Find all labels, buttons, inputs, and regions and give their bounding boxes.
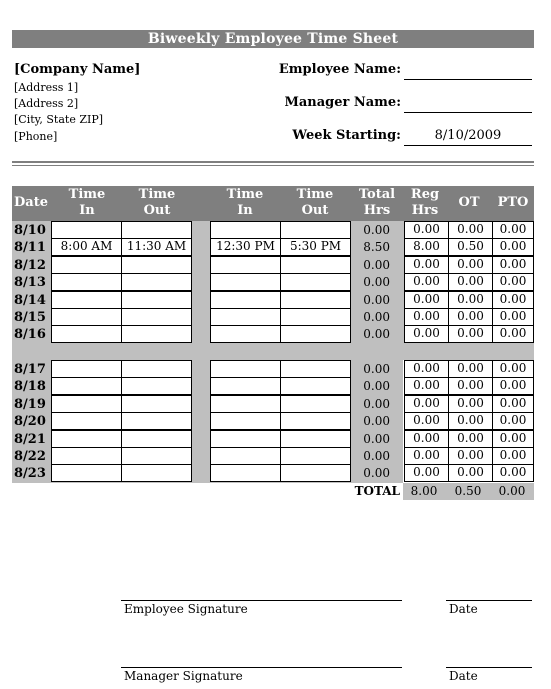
time-cell-out1[interactable] — [121, 412, 192, 430]
row-date: 8/10 — [14, 223, 46, 238]
reg-cell: 0.00 — [404, 273, 449, 291]
reg-cell: 0.00 — [404, 430, 449, 448]
reg-cell: 0.00 — [404, 395, 449, 413]
reg-cell: 0.00 — [404, 308, 449, 326]
time-cell-in1[interactable] — [51, 360, 122, 378]
time-cell-in1[interactable] — [51, 430, 122, 448]
time-cell-in2[interactable] — [210, 273, 281, 291]
reg-cell: 0.00 — [404, 377, 449, 395]
company-address1: [Address 1] — [14, 81, 79, 94]
header-reg-hrs: Reg Hrs — [410, 187, 440, 218]
company-address2: [Address 2] — [14, 97, 79, 110]
reg-cell: 0.00 — [404, 412, 449, 430]
time-cell-in1[interactable] — [51, 377, 122, 395]
time-cell-in2[interactable] — [210, 395, 281, 413]
pto-cell: 0.00 — [492, 447, 534, 465]
row-date: 8/22 — [14, 449, 46, 464]
row-date: 8/12 — [14, 257, 46, 273]
manager-date-line[interactable] — [446, 667, 532, 668]
total-hrs-cell: 8.50 — [363, 240, 390, 255]
time-cell-in2[interactable] — [210, 291, 281, 309]
total-hrs-cell: 0.00 — [363, 257, 390, 272]
time-cell-out1[interactable] — [121, 395, 192, 413]
pto-cell: 0.00 — [492, 395, 534, 413]
separator-line — [12, 165, 534, 166]
row-date: 8/21 — [14, 431, 46, 447]
row-date: 8/11 — [14, 240, 46, 256]
time-cell-in1[interactable] — [51, 308, 122, 326]
week-starting-field[interactable]: 8/10/2009 — [404, 128, 532, 146]
ot-cell: 0.00 — [448, 273, 493, 291]
time-cell-out1[interactable] — [121, 430, 192, 448]
ot-cell: 0.00 — [448, 221, 493, 239]
time-cell-in2[interactable]: 12:30 PM — [210, 238, 281, 256]
time-cell-out1[interactable] — [121, 256, 192, 274]
pto-cell: 0.00 — [492, 464, 534, 482]
time-cell-out2[interactable] — [280, 464, 351, 482]
time-cell-out2[interactable] — [280, 221, 351, 239]
total-hrs-cell: 0.00 — [363, 379, 390, 394]
pto-cell: 0.00 — [492, 430, 534, 448]
reg-cell: 0.00 — [404, 291, 449, 309]
total-hrs-cell: 0.00 — [363, 362, 390, 376]
total-label: TOTAL — [354, 484, 400, 498]
time-cell-out1[interactable] — [121, 464, 192, 482]
employee-name-label: Employee Name: — [278, 62, 401, 77]
table-header — [12, 186, 534, 221]
time-cell-in2[interactable] — [210, 412, 281, 430]
time-cell-in2[interactable] — [210, 447, 281, 465]
time-cell-in1[interactable] — [51, 412, 122, 430]
pto-cell: 0.00 — [492, 308, 534, 326]
time-cell-out2[interactable]: 5:30 PM — [280, 238, 351, 256]
total-hrs-cell: 0.00 — [363, 327, 390, 342]
time-cell-in2[interactable] — [210, 308, 281, 326]
time-cell-in1[interactable] — [51, 273, 122, 291]
employee-date-line[interactable] — [446, 600, 532, 601]
time-cell-in2[interactable] — [210, 256, 281, 274]
time-cell-out2[interactable] — [280, 325, 351, 343]
pto-cell: 0.00 — [492, 325, 534, 343]
time-cell-out1[interactable] — [121, 360, 192, 378]
ot-cell: 0.00 — [448, 395, 493, 413]
time-cell-in1[interactable] — [51, 325, 122, 343]
row-date: 8/14 — [14, 292, 46, 308]
header-date: Date — [14, 195, 48, 210]
total-hrs-cell: 0.00 — [363, 449, 390, 463]
time-cell-in1[interactable] — [51, 256, 122, 274]
header-time-in-1: Time In — [68, 187, 106, 218]
total-hrs-cell: 0.00 — [363, 414, 390, 429]
time-cell-in2[interactable] — [210, 464, 281, 482]
time-cell-in1[interactable] — [51, 464, 122, 482]
ot-cell: 0.00 — [448, 360, 493, 378]
ot-cell: 0.00 — [448, 430, 493, 448]
time-cell-in2[interactable] — [210, 430, 281, 448]
total-hrs-cell: 0.00 — [363, 466, 390, 481]
pto-cell: 0.00 — [492, 273, 534, 291]
time-cell-out2[interactable] — [280, 447, 351, 465]
manager-signature-line[interactable] — [121, 667, 402, 668]
time-cell-out1[interactable] — [121, 325, 192, 343]
page-title: Biweekly Employee Time Sheet — [12, 30, 534, 48]
header-time-out-1: Time Out — [138, 187, 176, 218]
time-cell-out2[interactable] — [280, 273, 351, 291]
pto-cell: 0.00 — [492, 412, 534, 430]
pto-cell: 0.00 — [492, 238, 534, 256]
employee-signature-label: Employee Signature — [124, 602, 248, 616]
reg-cell: 0.00 — [404, 325, 449, 343]
total-hrs-cell: 0.00 — [363, 396, 390, 411]
pto-cell: 0.00 — [492, 221, 534, 239]
header-time-out-2: Time Out — [296, 187, 334, 218]
reg-cell: 0.00 — [404, 221, 449, 239]
total-ot: 0.50 — [454, 484, 482, 498]
reg-cell: 0.00 — [404, 464, 449, 482]
time-cell-out2[interactable] — [280, 412, 351, 430]
employee-date-label: Date — [449, 602, 478, 616]
time-cell-in1[interactable] — [51, 395, 122, 413]
time-cell-out1[interactable] — [121, 377, 192, 395]
row-date: 8/20 — [14, 414, 46, 430]
pto-cell: 0.00 — [492, 360, 534, 378]
header-total-hrs: Total Hrs — [358, 187, 396, 218]
time-cell-out1[interactable] — [121, 221, 192, 239]
header-ot: OT — [458, 195, 480, 210]
row-date: 8/19 — [14, 396, 46, 412]
time-cell-out1[interactable] — [121, 291, 192, 309]
reg-cell: 0.00 — [404, 447, 449, 465]
ot-cell: 0.00 — [448, 308, 493, 326]
total-pto: 0.00 — [498, 484, 526, 498]
row-date: 8/18 — [14, 379, 46, 395]
company-name: [Company Name] — [14, 62, 141, 77]
time-cell-in2[interactable] — [210, 325, 281, 343]
ot-cell: 0.00 — [448, 325, 493, 343]
total-hrs-cell: 0.00 — [363, 292, 390, 307]
ot-cell: 0.00 — [448, 377, 493, 395]
row-date: 8/17 — [14, 362, 46, 377]
time-cell-out2[interactable] — [280, 430, 351, 448]
time-cell-in2[interactable] — [210, 377, 281, 395]
time-cell-in1[interactable]: 8:00 AM — [51, 238, 122, 256]
total-hrs-cell: 0.00 — [363, 223, 390, 237]
separator-line — [12, 161, 534, 163]
pto-cell: 0.00 — [492, 377, 534, 395]
time-cell-out1[interactable] — [121, 273, 192, 291]
time-cell-in2[interactable] — [210, 360, 281, 378]
reg-cell: 0.00 — [404, 256, 449, 274]
time-cell-out1[interactable] — [121, 447, 192, 465]
ot-cell: 0.00 — [448, 412, 493, 430]
pto-cell: 0.00 — [492, 256, 534, 274]
manager-date-label: Date — [449, 669, 478, 683]
time-cell-in1[interactable] — [51, 447, 122, 465]
reg-cell: 0.00 — [404, 360, 449, 378]
time-cell-out1[interactable]: 11:30 AM — [121, 238, 192, 256]
ot-cell: 0.00 — [448, 447, 493, 465]
employee-signature-line[interactable] — [121, 600, 402, 601]
time-cell-out2[interactable] — [280, 308, 351, 326]
company-phone: [Phone] — [14, 130, 58, 143]
manager-name-field[interactable] — [404, 95, 532, 113]
header-pto: PTO — [497, 195, 529, 210]
header-time-in-2: Time In — [226, 187, 264, 218]
time-cell-out2[interactable] — [280, 256, 351, 274]
reg-cell: 8.00 — [404, 238, 449, 256]
week-starting-label: Week Starting: — [292, 128, 401, 143]
row-date: 8/13 — [14, 275, 46, 291]
row-date: 8/16 — [14, 327, 46, 343]
ot-cell: 0.00 — [448, 464, 493, 482]
employee-name-field[interactable] — [404, 62, 532, 80]
time-cell-in1[interactable] — [51, 291, 122, 309]
total-hrs-cell: 0.00 — [363, 431, 390, 446]
time-cell-in1[interactable] — [51, 221, 122, 239]
time-cell-out1[interactable] — [121, 308, 192, 326]
time-cell-out2[interactable] — [280, 360, 351, 378]
ot-cell: 0.00 — [448, 291, 493, 309]
time-cell-in2[interactable] — [210, 221, 281, 239]
row-date: 8/23 — [14, 466, 46, 482]
ot-cell: 0.50 — [448, 238, 493, 256]
manager-name-label: Manager Name: — [284, 95, 401, 110]
time-cell-out2[interactable] — [280, 377, 351, 395]
pto-cell: 0.00 — [492, 291, 534, 309]
total-hrs-cell: 0.00 — [363, 310, 390, 324]
time-cell-out2[interactable] — [280, 395, 351, 413]
time-cell-out2[interactable] — [280, 291, 351, 309]
total-hrs-cell: 0.00 — [363, 275, 390, 290]
manager-signature-label: Manager Signature — [124, 669, 243, 683]
ot-cell: 0.00 — [448, 256, 493, 274]
company-city: [City, State ZIP] — [14, 113, 104, 126]
week-gap — [403, 343, 534, 360]
row-date: 8/15 — [14, 310, 46, 325]
total-reg: 8.00 — [410, 484, 438, 498]
